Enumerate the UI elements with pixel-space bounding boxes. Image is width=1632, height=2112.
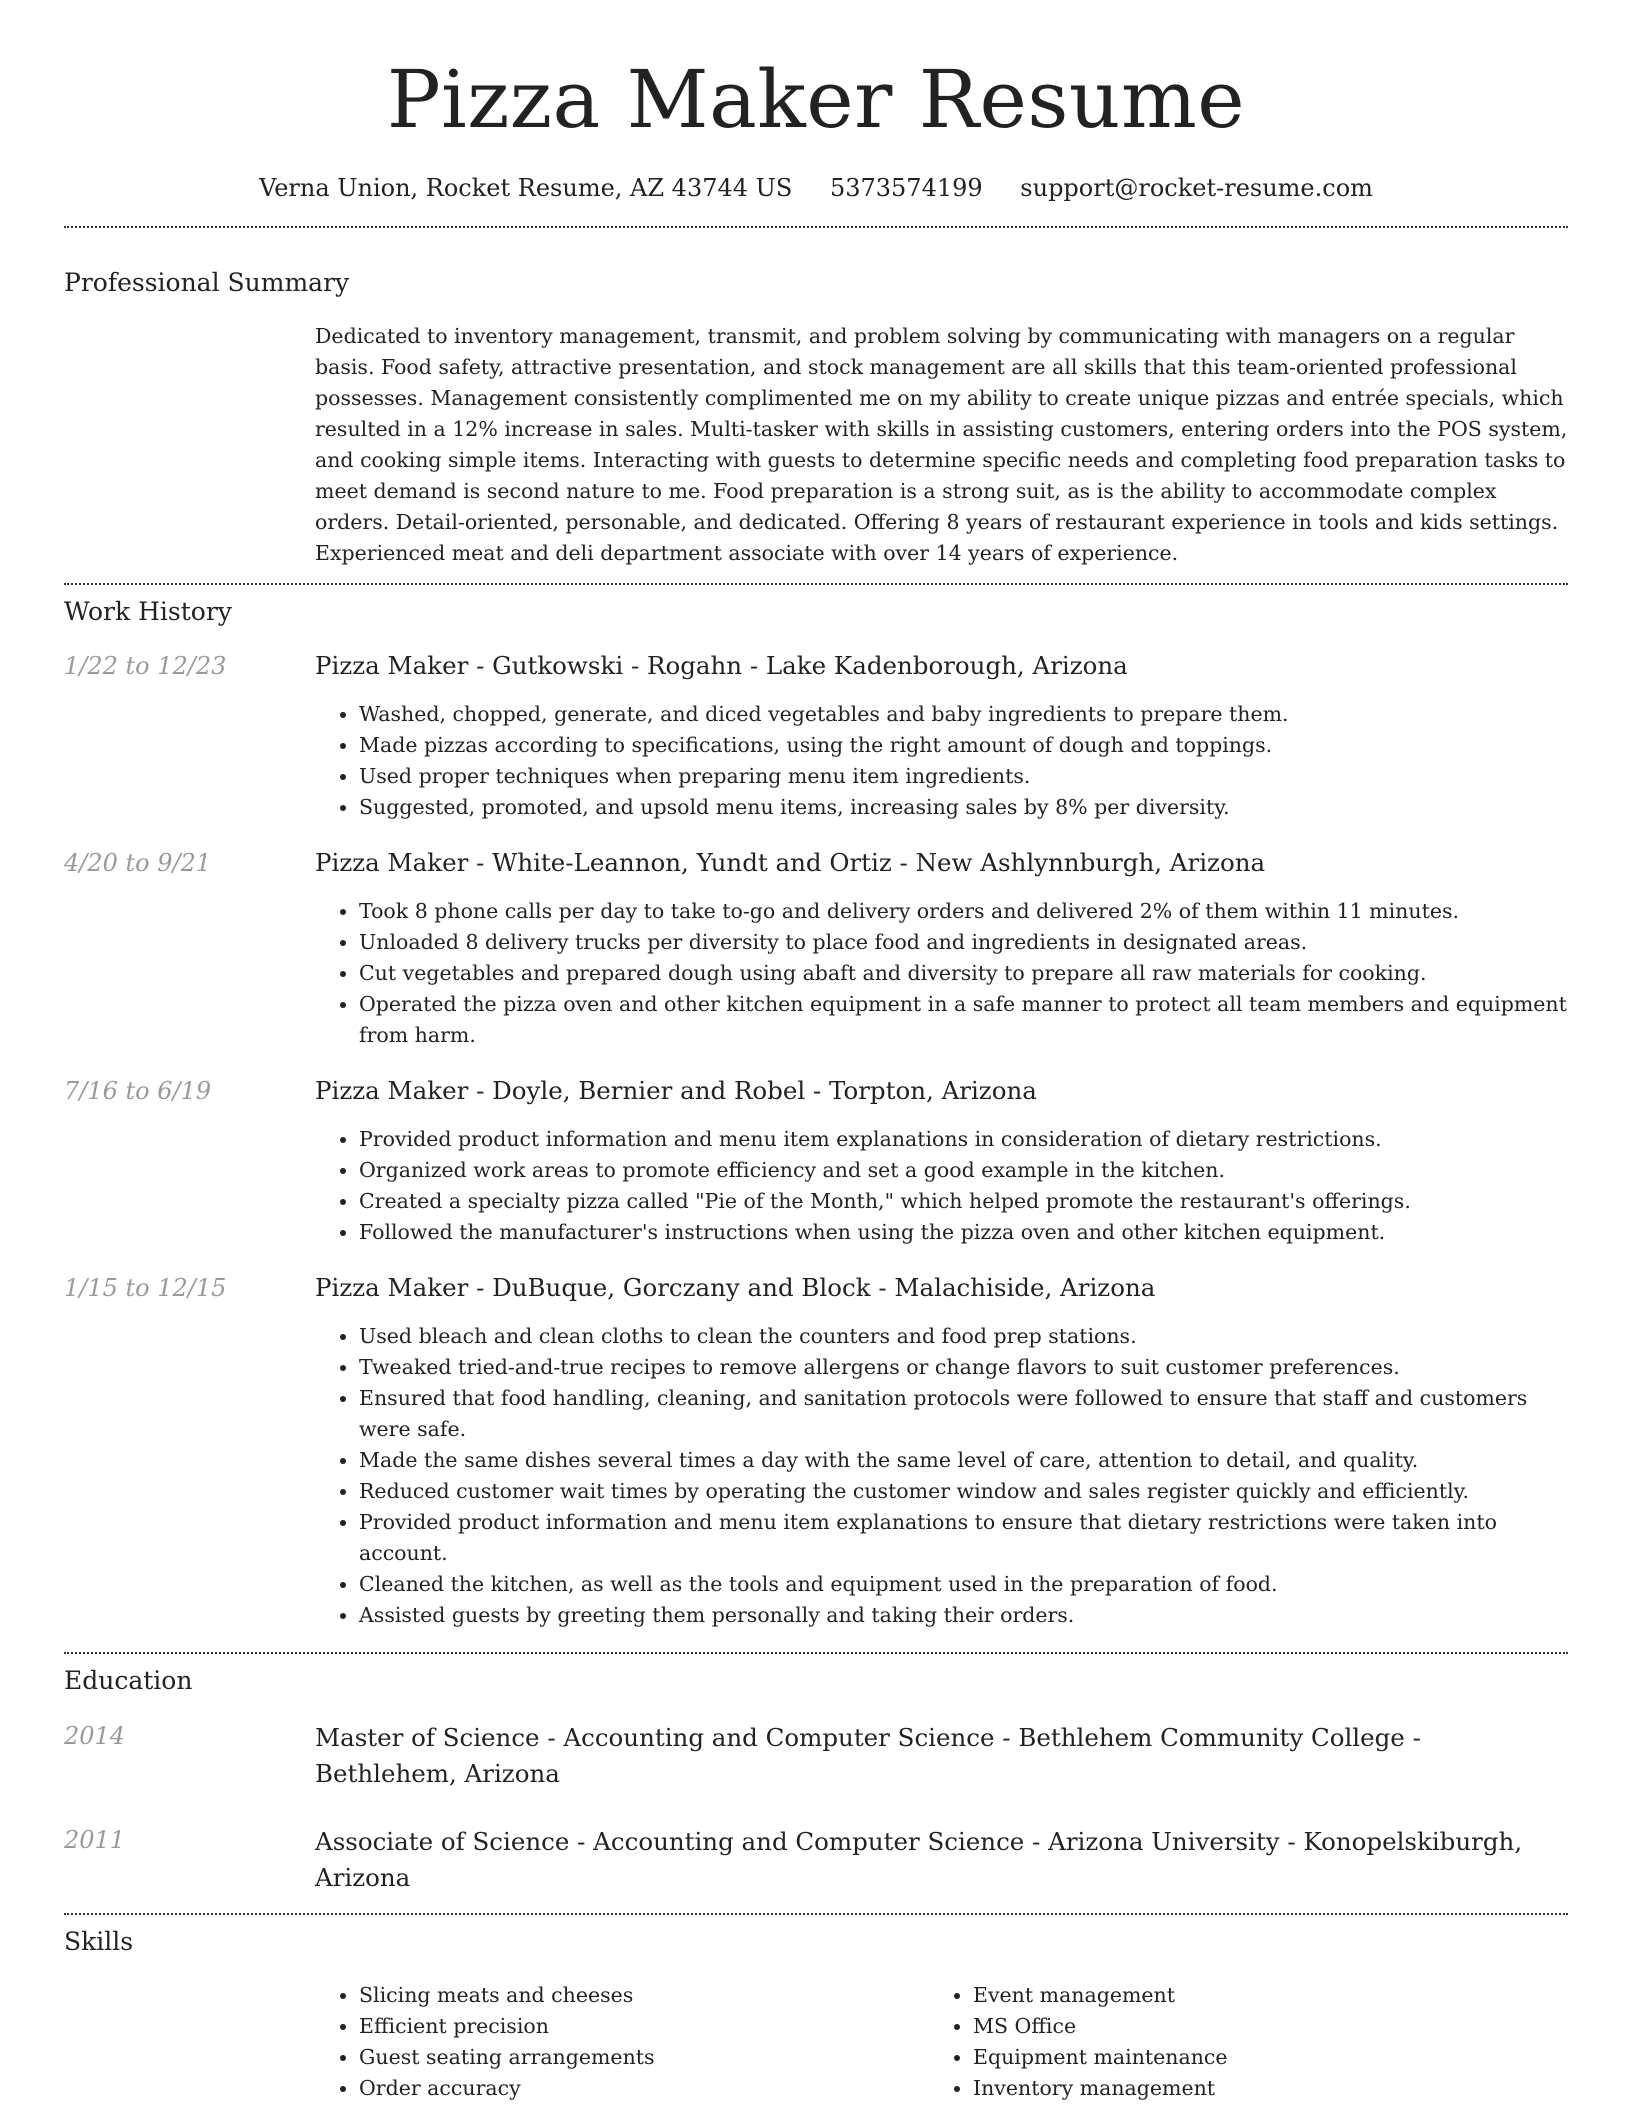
section-title-education: Education: [64, 1666, 193, 1695]
skill-item: • Inventory management: [973, 2073, 1543, 2104]
skill-item: • Slicing meats and cheeses: [359, 1980, 929, 2011]
skill-item: • Guest seating arrangements: [359, 2042, 929, 2073]
skill-item: • Event management: [973, 1980, 1543, 2011]
education-title: Associate of Science - Accounting and Computer Science - Arizona University - Konopelskiburgh, Arizona: [315, 1827, 1523, 1892]
job-content: [315, 1272, 1568, 1631]
job-bullets: [315, 1124, 1568, 1248]
summary-row: [64, 321, 1568, 569]
job-dates: 7/16 to 6/19: [64, 1077, 212, 1105]
job-title: Pizza Maker - DuBuque, Gorczany and Block - Malachiside, Arizona: [315, 1273, 1156, 1302]
list-item: • Provided product information and menu item explanations to ensure that dietary restrictions were taken into account.: [359, 1507, 1568, 1569]
list-item: • Made pizzas according to specifications, using the right amount of dough and toppings.: [359, 730, 1568, 761]
section-title-skills: Skills: [64, 1927, 134, 1956]
job-dates: 4/20 to 9/21: [64, 849, 212, 877]
list-item: • Created a specialty pizza called "Pie of the Month," which helped promote the restaurant's offerings.: [359, 1186, 1568, 1217]
summary-text: Dedicated to inventory management, transmit, and problem solving by communicating with managers on a regular basis. Food safety, attractive presentation, and stock management are all skills that this team-oriented professional possesses. Management consistently complimented me on my ability to create unique pizzas and entrée specials, which resulted in a 12% increase in sales. Multi-tasker with skills in assisting customers, entering orders into the POS system, and cooking simple items. Interacting with guests to determine specific needs and completing food preparation tasks to meet demand is second nature to me. Food preparation is a strong suit, as is the ability to accommodate complex orders. Detail-oriented, personable, and dedicated. Offering 8 years of restaurant experience in tools and kids settings. Experienced meat and deli department associate with over 14 years of experience.: [315, 324, 1568, 565]
divider: [64, 1913, 1568, 1915]
page-title: Pizza Maker Resume: [386, 53, 1246, 146]
job-content: [315, 650, 1568, 823]
job-dates: 1/15 to 12/15: [64, 1274, 227, 1302]
list-item: • Unloaded 8 delivery trucks per diversity to place food and ingredients in designated areas.: [359, 927, 1568, 958]
list-item: • Assisted guests by greeting them personally and taking their orders.: [359, 1600, 1568, 1631]
list-item: • Used bleach and clean cloths to clean the counters and food prep stations.: [359, 1321, 1568, 1352]
education-content: [315, 1720, 1568, 1792]
job-entry: [64, 847, 1568, 1051]
education-year: 2011: [64, 1826, 126, 1854]
list-item: • Took 8 phone calls per day to take to-go and delivery orders and delivered 2% of them within 11 minutes.: [359, 896, 1568, 927]
list-item: • Cleaned the kitchen, as well as the tools and equipment used in the preparation of food.: [359, 1569, 1568, 1600]
education-title: Master of Science - Accounting and Computer Science - Bethlehem Community College - Bethlehem, Arizona: [315, 1723, 1421, 1788]
job-bullets: [315, 699, 1568, 823]
job-title: Pizza Maker - Gutkowski - Rogahn - Lake Kadenborough, Arizona: [315, 651, 1128, 680]
job-content: [315, 1075, 1568, 1248]
section-title-summary: Professional Summary: [64, 268, 350, 297]
divider: [64, 1652, 1568, 1654]
education-entry: [64, 1824, 1568, 1896]
job-entry: [64, 1272, 1568, 1631]
job-entry: [64, 650, 1568, 823]
education-entry: [64, 1720, 1568, 1792]
job-bullets: [315, 896, 1568, 1051]
list-item: • Used proper techniques when preparing menu item ingredients.: [359, 761, 1568, 792]
skill-item: • Equipment maintenance: [973, 2042, 1543, 2073]
skill-item: • Efficient precision: [359, 2011, 929, 2042]
divider: [64, 226, 1568, 228]
contact-phone: 5373574199: [829, 174, 983, 202]
list-item: • Cut vegetables and prepared dough using abaft and diversity to prepare all raw materials for cooking.: [359, 958, 1568, 989]
job-content: [315, 847, 1568, 1051]
skill-item: • MS Office: [973, 2011, 1543, 2042]
skill-item: • Order accuracy: [359, 2073, 929, 2104]
education-content: [315, 1824, 1568, 1896]
section-title-work-history: Work History: [64, 597, 232, 626]
list-item: • Tweaked tried-and-true recipes to remove allergens or change flavors to suit customer preferences.: [359, 1352, 1568, 1383]
list-item: • Provided product information and menu item explanations in consideration of dietary restrictions.: [359, 1124, 1568, 1155]
job-title: Pizza Maker - White-Leannon, Yundt and Ortiz - New Ashlynnburgh, Arizona: [315, 848, 1266, 877]
summary-content: [315, 321, 1568, 569]
list-item: • Suggested, promoted, and upsold menu items, increasing sales by 8% per diversity.: [359, 792, 1568, 823]
skills-row: [64, 1980, 1568, 2104]
list-item: • Reduced customer wait times by operating the customer window and sales register quickly and efficiently.: [359, 1476, 1568, 1507]
job-title: Pizza Maker - Doyle, Bernier and Robel - Torpton, Arizona: [315, 1076, 1037, 1105]
list-item: • Operated the pizza oven and other kitchen equipment in a safe manner to protect all team members and equipment from harm.: [359, 989, 1568, 1051]
job-dates: 1/22 to 12/23: [64, 652, 227, 680]
divider: [64, 583, 1568, 585]
list-item: • Washed, chopped, generate, and diced vegetables and baby ingredients to prepare them.: [359, 699, 1568, 730]
list-item: • Organized work areas to promote efficiency and set a good example in the kitchen.: [359, 1155, 1568, 1186]
contact-email: support@rocket-resume.com: [1020, 174, 1373, 202]
list-item: • Followed the manufacturer's instructions when using the pizza oven and other kitchen equipment.: [359, 1217, 1568, 1248]
contact-address: Verna Union, Rocket Resume, AZ 43744 US: [259, 174, 793, 202]
job-bullets: [315, 1321, 1568, 1631]
education-year: 2014: [64, 1722, 126, 1750]
list-item: • Made the same dishes several times a day with the same level of care, attention to detail, and quality.: [359, 1445, 1568, 1476]
job-entry: [64, 1075, 1568, 1248]
skills-list-right: [929, 1980, 1543, 2104]
skills-columns: [315, 1980, 1568, 2104]
skills-list-left: [315, 1980, 929, 2104]
list-item: • Ensured that food handling, cleaning, and sanitation protocols were followed to ensure that staff and customers were safe.: [359, 1383, 1568, 1445]
contact-line: [64, 172, 1568, 204]
